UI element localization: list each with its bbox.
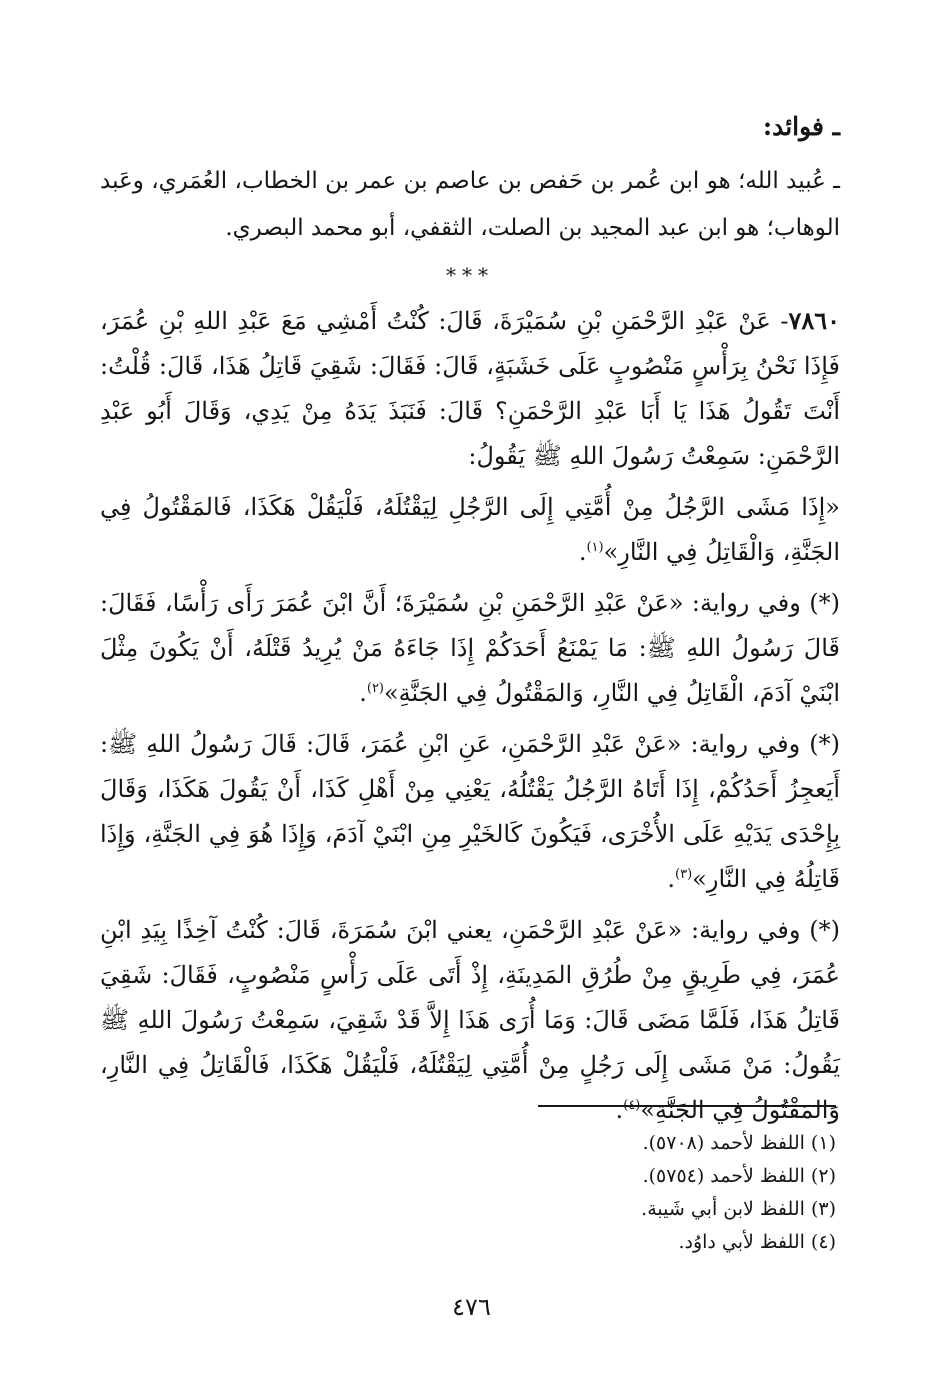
hadith-dash: -: [770, 307, 789, 335]
hadith-quote: [100, 485, 840, 575]
section-heading: ـ فوائد:: [762, 112, 840, 141]
narration-variant: [100, 581, 840, 716]
footnote-item: (٤) اللفظ لأبي داوُد.: [678, 1231, 836, 1253]
hadith-text: عَنْ عَبْدِ الرَّحْمَنِ بْنِ سُمَيْرَةَ، قَالَ: كُنْتُ أَمْشِي مَعَ عَبْدِ اللهِ بْنِ عُمَرَ، فَإِذَا نَحْنُ بِرَأْسٍ مَنْصُوبٍ عَلَى خَشَبَةٍ، قَالَ: فَقَالَ: شَقِيَ قَاتِلُ هَذَا، قَالَ: قُلْتُ: أَنْتَ تَقُولُ هَذَا يَا أَبَا عَبْدِ الرَّحْمَنِ؟ قَالَ: فَنَبَذَ يَدَهُ مِنْ يَدِي، وَقَالَ أَبُو عَبْدِ الرَّحْمَنِ: سَمِعْتُ رَسُولَ اللهِ ﷺ يَقُولُ:: [100, 307, 840, 470]
paragraph-text: (*) وفي رواية: «عَنْ عَبْدِ الرَّحْمَنِ، عَنِ ابْنِ عُمَرَ، قَالَ: قَالَ رَسُولُ اللهِ ﷺ: أَيَعجِزُ أَحَدُكُمْ، إِذَا أَتَاهُ الرَّجُلُ يَقْتُلُهُ، يَعْنِي مِنْ أَهْلِ كَذَا، أَنْ يَقُولَ هَكَذَا، وَقَالَ بِإِحْدَى يَدَيْهِ عَلَى الأُخْرَى، فَيَكُونَ كَالخَيْرِ مِنِ ابْنَيْ آدَمَ، وَإِذَا هُوَ فِي الجَنَّةِ، وَإِذَا قَاتِلُهُ فِي النَّارِ»: [100, 730, 840, 893]
page-number: ٤٧٦: [452, 1293, 491, 1321]
narration-variant: [100, 908, 840, 1133]
footnote-ref[interactable]: (١): [586, 540, 604, 555]
paragraph-text: (*) وفي رواية: «عَنْ عَبْدِ الرَّحْمَنِ، يعني ابْنَ سُمَرَةَ، قَالَ: كُنْتُ آخِذًا بِيَدِ ابْنِ عُمَرَ، فِي طَرِيقٍ مِنْ طُرُقِ المَدِينَةِ، إِذْ أَتَى عَلَى رَأْسٍ مَنْصُوبٍ، فَقَالَ: شَقِيَ قَاتِلُ هَذَا، فَلَمَّا مَضَى قَالَ: وَمَا أُرَى هَذَا إِلاَّ قَدْ شَقِيَ، سَمِعْتُ رَسُولَ اللهِ ﷺ يَقُولُ: مَنْ مَشَى إِلَى رَجُلٍ مِنْ أُمَّتِي لِيَقْتُلَهُ، فَلْيَقُلْ هَكَذَا، فَالْقَاتِلُ فِي النَّارِ، وَالمَقْتُولُ فِي الجَنَّةِ»: [100, 916, 840, 1124]
hadith-number: ٧٨٦٠: [788, 306, 840, 335]
paragraph-tail: .: [615, 1096, 624, 1124]
footnote-item: (٣) اللفظ لابن أبي شَيبة.: [641, 1198, 836, 1220]
footnote-item: (٢) اللفظ لأحمد (٥٧٥٤).: [642, 1165, 836, 1187]
narrator-note: ـ عُبيد الله؛ هو ابن عُمر بن حَفص بن عاصم بن عمر بن الخطاب، العُمَري، وعَبد الوهاب؛ هو ابن عبد المجيد بن الصلت، الثقفي، أبو محمد البصري.: [100, 168, 840, 241]
paragraph-text: (*) وفي رواية: «عَنْ عَبْدِ الرَّحْمَنِ بْنِ سُمَيْرَةَ؛ أَنَّ ابْنَ عُمَرَ رَأَى رَأْسًا، فَقَالَ: قَالَ رَسُولُ اللهِ ﷺ: مَا يَمْنَعُ أَحَدَكُمْ إِذَا جَاءَهُ مَنْ يُرِيدُ قَتْلَهُ، أَنْ يَكُونَ مِثْلَ ابْنَيْ آدَمَ، الْقَاتِلُ فِي النَّارِ، وَالمَقْتُولُ فِي الجَنَّةِ»: [100, 589, 840, 707]
footnote-divider: [538, 1105, 836, 1107]
hadith-main: [100, 298, 840, 479]
paragraph-tail: .: [578, 538, 587, 566]
section-separator: ***: [446, 263, 494, 287]
footnotes-list: [336, 1127, 836, 1259]
paragraph-tail: .: [359, 679, 367, 707]
footnote-item: (١) اللفظ لأحمد (٥٧٠٨).: [642, 1132, 836, 1154]
footnote-ref[interactable]: (٤): [623, 1098, 641, 1113]
footnote-ref[interactable]: (٢): [366, 681, 384, 696]
narration-variant: [100, 722, 840, 902]
footnote-ref[interactable]: (٣): [675, 867, 693, 882]
paragraph-tail: .: [667, 865, 676, 893]
paragraph-text: «إِذَا مَشَى الرَّجُلُ مِنْ أُمَّتِي إِلَى الرَّجُلِ لِيَقْتُلَهُ، فَلْيَقُلْ هَكَذَا، فَالمَقْتُولُ فِي الجَنَّةِ، وَالْقَاتِلُ فِي النَّارِ»: [100, 493, 840, 566]
page-body: [100, 110, 840, 1139]
